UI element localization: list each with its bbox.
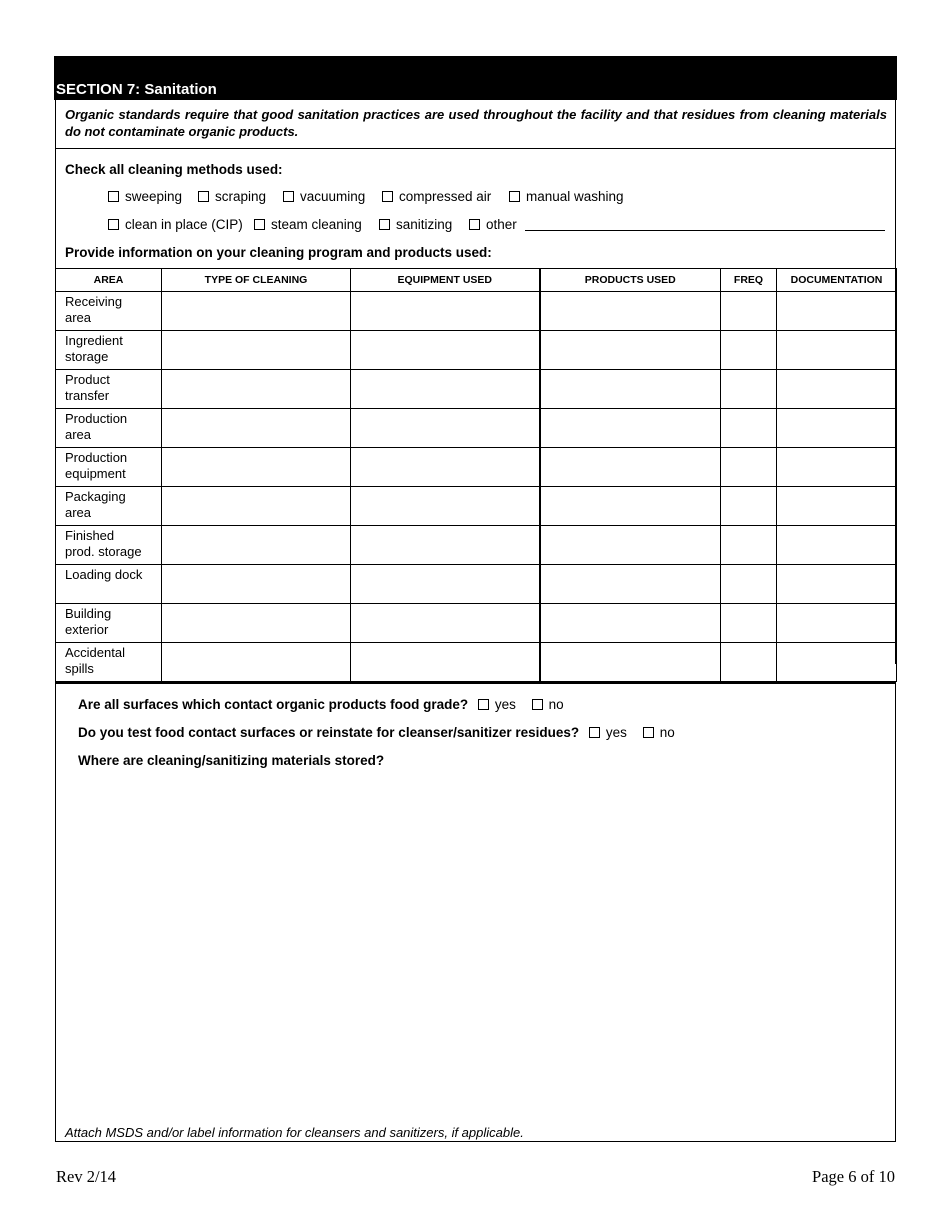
area-cell: Finished prod. storage <box>56 526 162 565</box>
checkbox-icon[interactable] <box>283 191 294 202</box>
question-food-grade: Are all surfaces which contact organic products food grade? yes no <box>78 697 564 712</box>
equipment-used-cell[interactable] <box>351 331 540 370</box>
equipment-used-cell[interactable] <box>351 409 540 448</box>
area-cell: Product transfer <box>56 370 162 409</box>
equipment-used-cell[interactable] <box>351 370 540 409</box>
method-scraping[interactable]: scraping <box>198 189 266 204</box>
area-cell: Building exterior <box>56 604 162 643</box>
area-cell: Ingredient storage <box>56 331 162 370</box>
footer-revision: Rev 2/14 <box>56 1167 117 1186</box>
checkbox-icon[interactable] <box>108 191 119 202</box>
program-label: Provide information on your cleaning program and products used: <box>65 245 492 260</box>
products-used-cell[interactable] <box>540 331 721 370</box>
method-vacuuming[interactable]: vacuuming <box>283 189 365 204</box>
checkbox-icon[interactable] <box>469 219 480 230</box>
method-sweeping[interactable]: sweeping <box>108 189 182 204</box>
table-header-row <box>56 269 897 292</box>
footer-page-number: Page 6 of 10 <box>812 1167 895 1186</box>
table-row <box>56 331 897 370</box>
table-row <box>56 448 897 487</box>
freq-cell[interactable] <box>721 292 777 331</box>
method-sanitizing[interactable]: sanitizing <box>379 217 452 232</box>
documentation-cell[interactable] <box>777 526 897 565</box>
freq-cell[interactable] <box>721 565 777 604</box>
type-of-cleaning-cell[interactable] <box>162 565 351 604</box>
type-of-cleaning-cell[interactable] <box>162 604 351 643</box>
checkbox-icon[interactable] <box>478 699 489 710</box>
type-of-cleaning-cell[interactable] <box>162 526 351 565</box>
checkbox-icon[interactable] <box>643 727 654 738</box>
documentation-cell[interactable] <box>777 643 897 682</box>
section-title: SECTION 7: Sanitation <box>56 81 217 98</box>
checkbox-icon[interactable] <box>254 219 265 230</box>
header-equipment-used: EQUIPMENT USED <box>351 269 540 292</box>
products-used-cell[interactable] <box>540 565 721 604</box>
equipment-used-cell[interactable] <box>351 448 540 487</box>
header-area: AREA <box>56 269 162 292</box>
freq-cell[interactable] <box>721 331 777 370</box>
header-type-of-cleaning: TYPE OF CLEANING <box>162 269 351 292</box>
freq-cell[interactable] <box>721 487 777 526</box>
type-of-cleaning-cell[interactable] <box>162 487 351 526</box>
checkbox-icon[interactable] <box>589 727 600 738</box>
documentation-cell[interactable] <box>777 331 897 370</box>
equipment-used-cell[interactable] <box>351 526 540 565</box>
attach-note: Attach MSDS and/or label information for cleansers and sanitizers, if applicable. <box>65 1125 524 1140</box>
freq-cell[interactable] <box>721 448 777 487</box>
documentation-cell[interactable] <box>777 292 897 331</box>
method-manual-washing[interactable]: manual washing <box>509 189 624 204</box>
checkbox-icon[interactable] <box>108 219 119 230</box>
residue-test-yes[interactable]: yes <box>589 725 627 740</box>
table-row <box>56 409 897 448</box>
cleaning-program-table <box>55 268 897 682</box>
table-row <box>56 526 897 565</box>
residue-test-no[interactable]: no <box>643 725 675 740</box>
table-row <box>56 565 897 604</box>
freq-cell[interactable] <box>721 370 777 409</box>
area-cell: Production area <box>56 409 162 448</box>
sanitation-main-box <box>55 100 896 676</box>
documentation-cell[interactable] <box>777 604 897 643</box>
area-cell: Production equipment <box>56 448 162 487</box>
products-used-cell[interactable] <box>540 292 721 331</box>
header-products-used: PRODUCTS USED <box>540 269 721 292</box>
equipment-used-cell[interactable] <box>351 565 540 604</box>
products-used-cell[interactable] <box>540 526 721 565</box>
freq-cell[interactable] <box>721 409 777 448</box>
freq-cell[interactable] <box>721 604 777 643</box>
storage-answer-area[interactable] <box>78 779 868 1109</box>
question-residue-test: Do you test food contact surfaces or reinstate for cleanser/sanitizer residues? yes no <box>78 725 675 740</box>
other-text-line[interactable] <box>525 230 885 231</box>
question-storage-location: Where are cleaning/sanitizing materials stored? <box>78 753 385 768</box>
checkbox-icon[interactable] <box>532 699 543 710</box>
equipment-used-cell[interactable] <box>351 292 540 331</box>
equipment-used-cell[interactable] <box>351 487 540 526</box>
section-header <box>54 56 897 100</box>
documentation-cell[interactable] <box>777 409 897 448</box>
checkbox-icon[interactable] <box>379 219 390 230</box>
checkbox-icon[interactable] <box>509 191 520 202</box>
method-steam-cleaning[interactable]: steam cleaning <box>254 217 362 232</box>
products-used-cell[interactable] <box>540 409 721 448</box>
table-row <box>56 370 897 409</box>
food-grade-no[interactable]: no <box>532 697 564 712</box>
method-compressed-air[interactable]: compressed air <box>382 189 491 204</box>
area-cell: Accidental spills <box>56 643 162 682</box>
type-of-cleaning-cell[interactable] <box>162 370 351 409</box>
freq-cell[interactable] <box>721 643 777 682</box>
type-of-cleaning-cell[interactable] <box>162 292 351 331</box>
type-of-cleaning-cell[interactable] <box>162 409 351 448</box>
area-cell: Packaging area <box>56 487 162 526</box>
documentation-cell[interactable] <box>777 565 897 604</box>
method-other[interactable]: other <box>469 217 517 232</box>
table-row <box>56 292 897 331</box>
table-row <box>56 604 897 643</box>
equipment-used-cell[interactable] <box>351 643 540 682</box>
documentation-cell[interactable] <box>777 487 897 526</box>
products-used-cell[interactable] <box>540 370 721 409</box>
area-cell: Loading dock <box>56 565 162 604</box>
method-cip[interactable]: clean in place (CIP) <box>108 217 243 232</box>
methods-row-1 <box>56 189 895 209</box>
checkbox-icon[interactable] <box>382 191 393 202</box>
type-of-cleaning-cell[interactable] <box>162 643 351 682</box>
products-used-cell[interactable] <box>540 643 721 682</box>
food-grade-yes[interactable]: yes <box>478 697 516 712</box>
table-row <box>56 643 897 682</box>
products-used-cell[interactable] <box>540 487 721 526</box>
equipment-used-cell[interactable] <box>351 604 540 643</box>
methods-label: Check all cleaning methods used: <box>65 162 283 177</box>
header-documentation: DOCUMENTATION <box>777 269 897 292</box>
methods-row-2 <box>56 217 895 237</box>
documentation-cell[interactable] <box>777 448 897 487</box>
questions-box <box>55 682 896 1142</box>
checkbox-icon[interactable] <box>198 191 209 202</box>
products-used-cell[interactable] <box>540 604 721 643</box>
table-row <box>56 487 897 526</box>
products-used-cell[interactable] <box>540 448 721 487</box>
header-freq: FREQ <box>721 269 777 292</box>
area-cell: Receiving area <box>56 292 162 331</box>
intro-text: Organic standards require that good sanitation practices are used throughout the facility and that residues from cleaning materials do not contaminate organic products. <box>56 100 895 149</box>
documentation-cell[interactable] <box>777 370 897 409</box>
type-of-cleaning-cell[interactable] <box>162 448 351 487</box>
freq-cell[interactable] <box>721 526 777 565</box>
type-of-cleaning-cell[interactable] <box>162 331 351 370</box>
